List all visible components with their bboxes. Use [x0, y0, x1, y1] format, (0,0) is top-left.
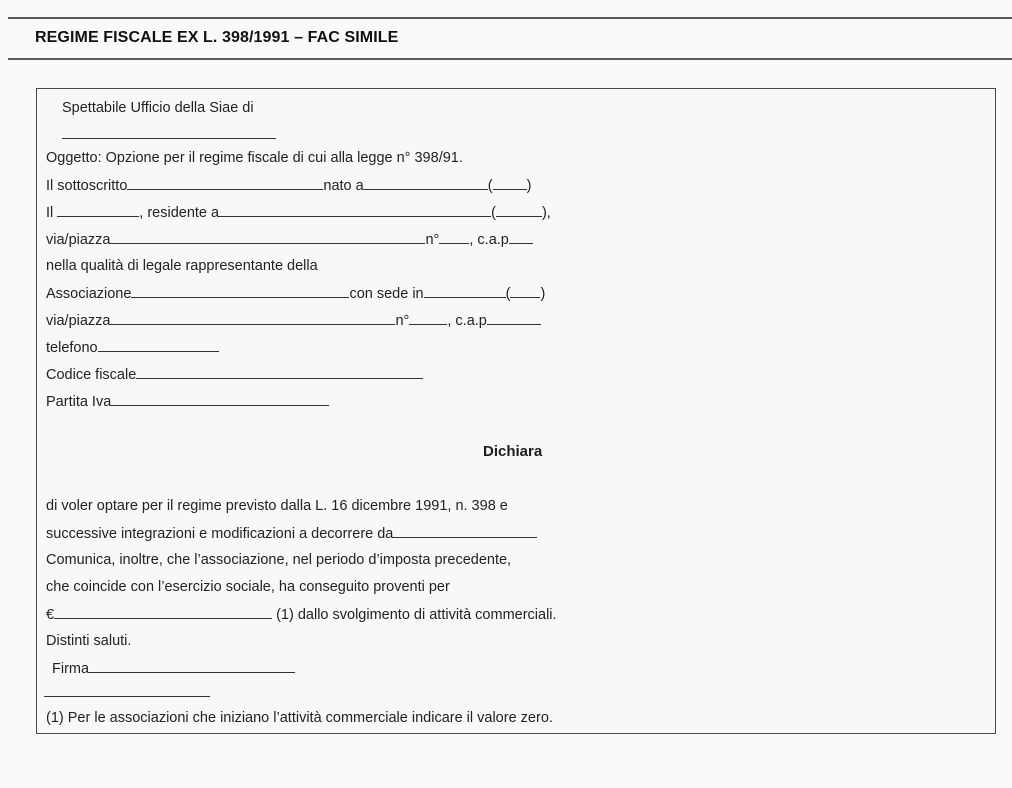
role-line: nella qualità di legale rappresentante della	[46, 258, 318, 274]
header-rule	[8, 58, 1012, 60]
birth-province-field[interactable]	[493, 177, 527, 190]
vat-line: Partita Iva	[46, 393, 329, 410]
birthdate-field[interactable]	[57, 204, 139, 217]
signature-field[interactable]	[89, 660, 295, 673]
siae-office-field[interactable]	[62, 126, 276, 143]
income-amount-field[interactable]	[54, 606, 272, 619]
declaration-line-1: di voler optare per il regime previsto dalla L. 16 dicembre 1991, n. 398 e	[46, 498, 508, 514]
page-title: REGIME FISCALE EX L. 398/1991 – FAC SIMILE	[35, 29, 399, 46]
footnote-separator	[44, 696, 210, 697]
signature-line: Firma	[52, 660, 295, 677]
start-date-field[interactable]	[393, 525, 537, 538]
declaration-line-2: successive integrazioni e modificazioni a decorrere da	[46, 525, 537, 542]
declaration-line-5: € (1) dallo svolgimento di attività commerciali.	[46, 607, 557, 623]
declares-heading: Dichiara	[483, 443, 543, 460]
association-street-field[interactable]	[110, 312, 395, 325]
association-postcode-field[interactable]	[487, 312, 541, 325]
signer-line: Il sottoscritto nato a ( )	[46, 178, 532, 194]
street-field[interactable]	[110, 231, 425, 244]
top-rule	[8, 17, 1012, 19]
association-line: Associazione con sede in ( )	[46, 286, 546, 302]
subject-line: Oggetto: Opzione per il regime fiscale di cui alla legge n° 398/91.	[46, 150, 463, 166]
addressee-line: Spettabile Ufficio della Siae di	[62, 100, 254, 116]
residence-city-field[interactable]	[219, 204, 491, 217]
tax-code-line: Codice fiscale	[46, 366, 423, 383]
vat-field[interactable]	[111, 393, 329, 406]
residence-line: Il , residente a ( ),	[46, 205, 551, 221]
birthplace-field[interactable]	[364, 177, 488, 190]
association-number-field[interactable]	[409, 312, 447, 325]
signer-name-field[interactable]	[127, 177, 323, 190]
declaration-line-3: Comunica, inoltre, che l’associazione, nel periodo d’imposta precedente,	[46, 552, 512, 568]
phone-line: telefono	[46, 339, 219, 356]
address-line-2: via/piazza n° , c.a.p	[46, 312, 541, 329]
phone-field[interactable]	[98, 339, 219, 352]
tax-code-field[interactable]	[136, 366, 423, 379]
association-name-field[interactable]	[131, 285, 349, 298]
address-line-1: via/piazza n° , c.a.p	[46, 231, 533, 248]
footnote: (1) Per le associazioni che iniziano l’attività commerciale indicare il valore zero.	[46, 710, 553, 726]
residence-province-field[interactable]	[496, 204, 542, 217]
street-number-field[interactable]	[439, 231, 469, 244]
postcode-field[interactable]	[509, 231, 533, 244]
declaration-line-4: che coincide con l’esercizio sociale, ha conseguito proventi per	[46, 579, 450, 595]
seat-city-field[interactable]	[424, 285, 506, 298]
closing-line: Distinti saluti.	[46, 633, 132, 649]
seat-province-field[interactable]	[510, 285, 540, 298]
